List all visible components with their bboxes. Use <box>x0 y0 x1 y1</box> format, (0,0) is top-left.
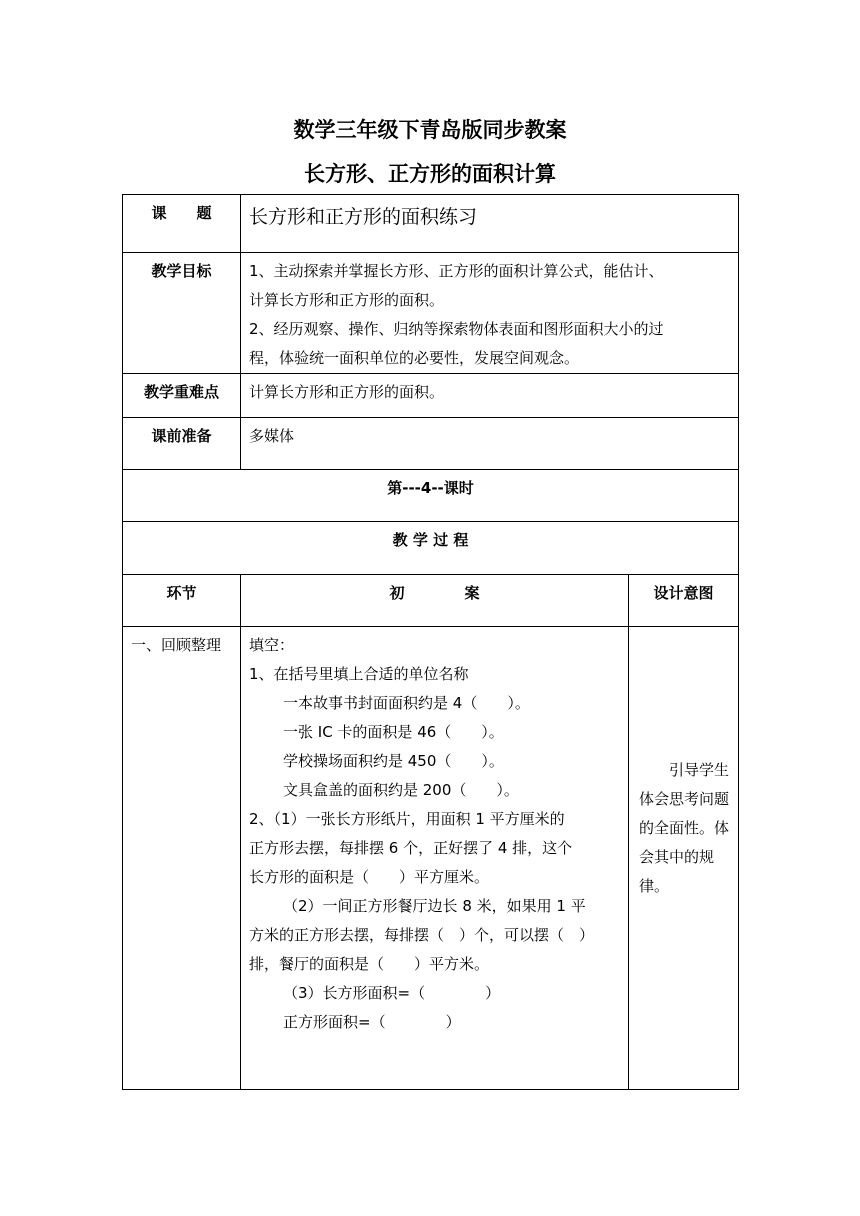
document-title: 数学三年级下青岛版同步教案 <box>293 118 567 142</box>
review-intent-cell <box>629 627 739 1090</box>
row-goals <box>123 253 739 374</box>
review-intent: 引导学生体会思考问题的全面性。体会其中的规律。 <box>639 760 730 895</box>
course-value: 长方形和正方形的面积练习 <box>241 195 739 253</box>
key-value: 计算长方形和正方形的面积。 <box>241 374 739 418</box>
row-prep <box>123 418 739 470</box>
goals-line: 1、主动探索并掌握长方形、正方形的面积计算公式，能估计、 <box>249 262 664 280</box>
plan-line: 长方形的面积是（ ）平方厘米。 <box>249 868 490 886</box>
prep-label: 课前准备 <box>123 418 241 470</box>
plan-line: 1、在括号里填上合适的单位名称 <box>249 665 469 683</box>
plan-line: 2、（1）一张长方形纸片，用面积 1 平方厘米的 <box>249 810 565 828</box>
goals-line: 程，体验统一面积单位的必要性，发展空间观念。 <box>249 349 580 367</box>
plan-line: 一本故事书封面面积约是 4（ ）。 <box>283 694 530 712</box>
plan-line: 填空： <box>249 636 295 654</box>
row-review <box>123 627 739 1090</box>
plan-line: （2）一间正方形餐厅边长 8 米，如果用 1 平 <box>283 897 586 915</box>
plan-line: 一张 IC 卡的面积是 46（ ）。 <box>283 723 504 741</box>
document-subtitle: 长方形、正方形的面积计算 <box>304 162 556 186</box>
plan-line: 文具盒盖的面积约是 200（ ）。 <box>283 781 519 799</box>
row-lesson <box>123 470 739 522</box>
row-columns <box>123 575 739 627</box>
goals-label: 教学目标 <box>123 253 241 374</box>
course-label: 课 题 <box>123 195 241 253</box>
review-step: 一、回顾整理 <box>123 627 241 1090</box>
process-heading: 教 学 过 程 <box>123 522 739 575</box>
goals-line: 计算长方形和正方形的面积。 <box>249 291 445 309</box>
col-step-header: 环节 <box>123 575 241 627</box>
key-label: 教学重难点 <box>123 374 241 418</box>
plan-line: 学校操场面积约是 450（ ）。 <box>283 752 504 770</box>
goals-content <box>241 253 739 374</box>
plan-line: （3）长方形面积=（ ） <box>283 984 501 1002</box>
review-plan <box>241 627 629 1090</box>
col-plan-header: 初 案 <box>241 575 629 627</box>
prep-value: 多媒体 <box>241 418 739 470</box>
lesson-number: 第---4--课时 <box>123 470 739 522</box>
plan-line: 正方形面积=（ ） <box>283 1013 461 1031</box>
lesson-plan-table <box>122 194 739 1090</box>
plan-line: 方米的正方形去摆，每排摆（ ）个，可以摆（ ） <box>249 926 595 944</box>
row-key <box>123 374 739 418</box>
row-course <box>123 195 739 253</box>
plan-line: 正方形去摆，每排摆 6 个，正好摆了 4 排，这个 <box>249 839 573 857</box>
plan-line: 排，餐厅的面积是（ ）平方米。 <box>249 955 490 973</box>
col-intent-header: 设计意图 <box>629 575 739 627</box>
row-process <box>123 522 739 575</box>
goals-line: 2、经历观察、操作、归纳等探索物体表面和图形面积大小的过 <box>249 320 664 338</box>
